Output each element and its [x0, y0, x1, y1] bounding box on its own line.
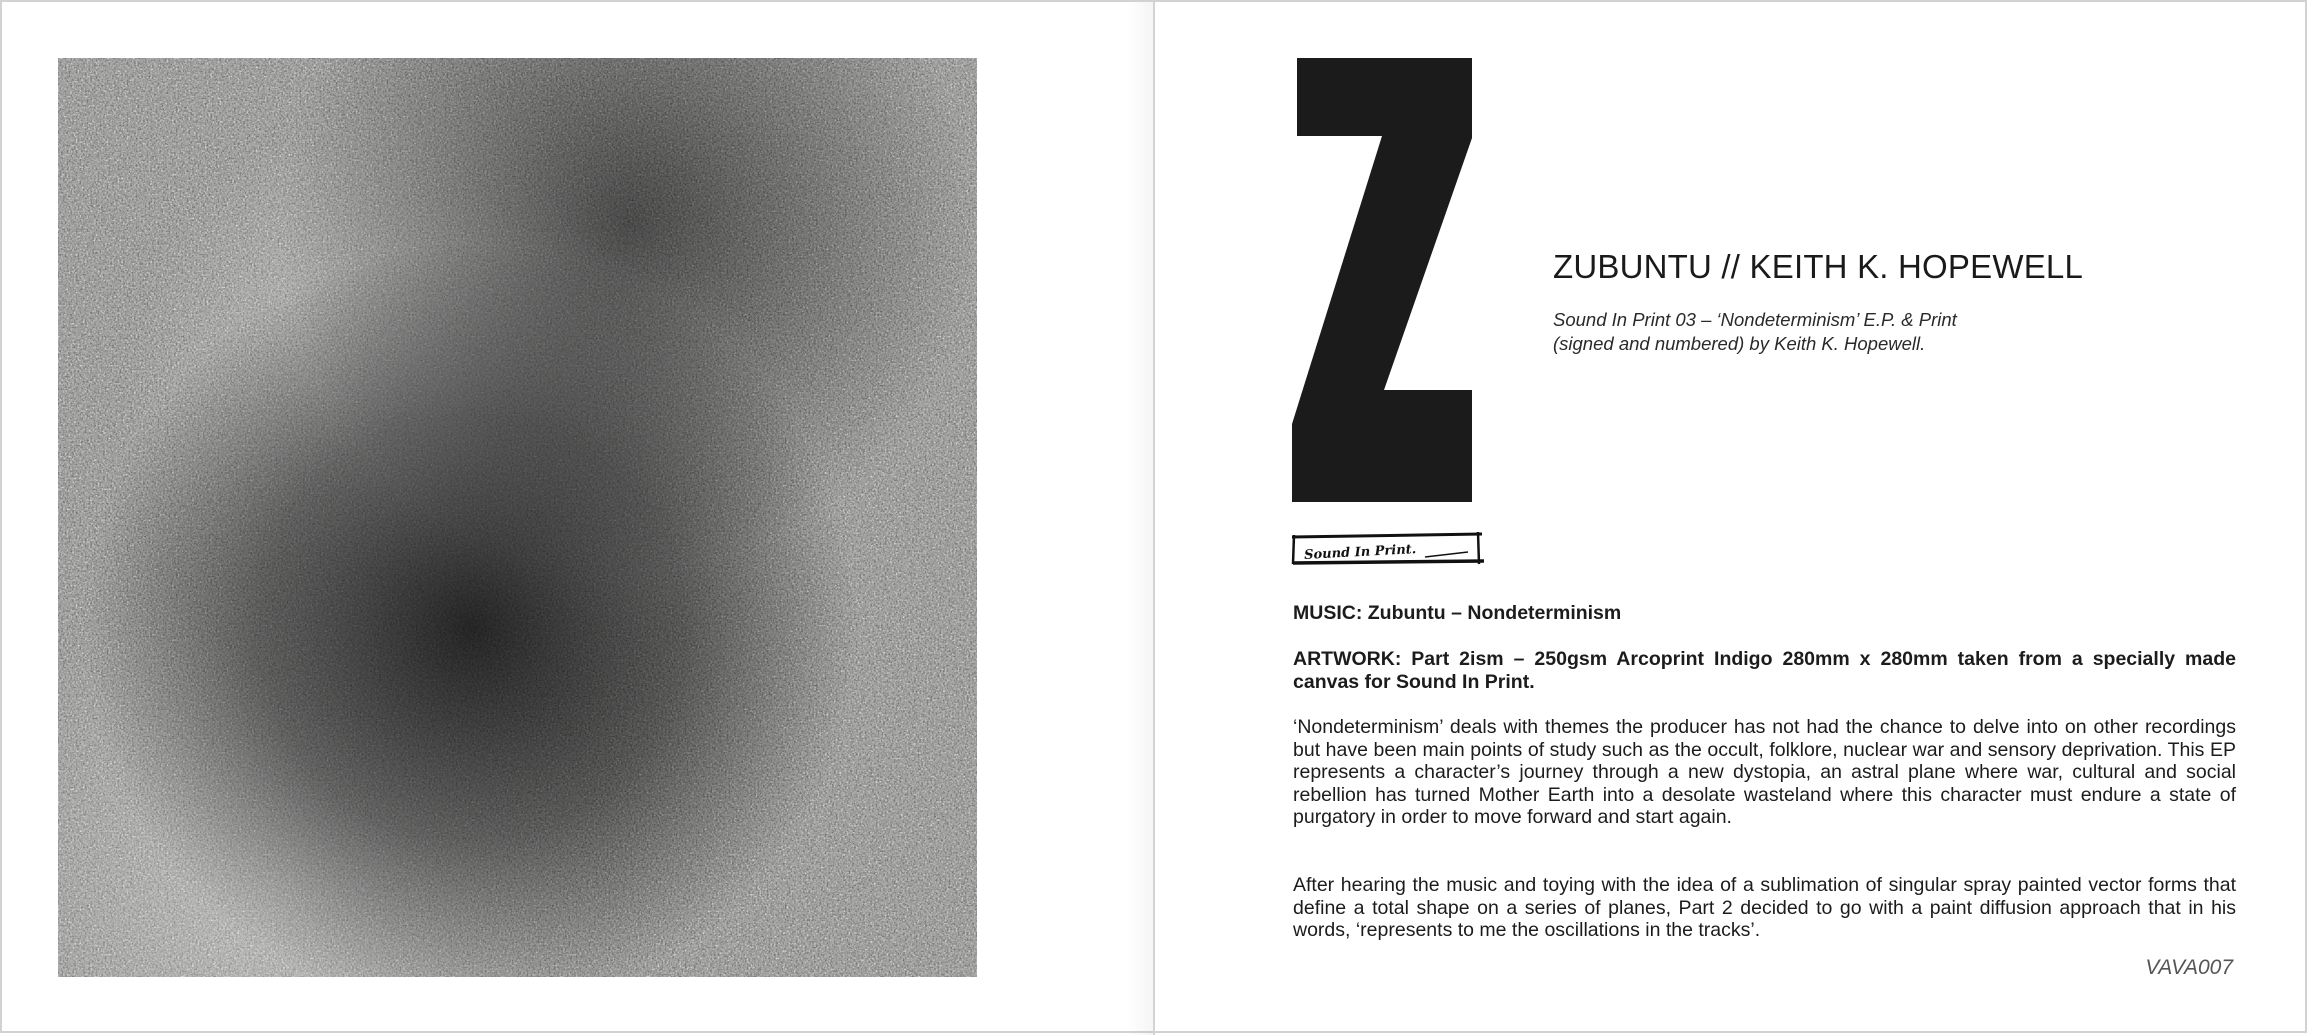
page-title: ZUBUNTU // KEITH K. HOPEWELL [1553, 248, 2084, 285]
description-paragraph-1: ‘Nondeterminism’ deals with themes the producer has not had the chance to delve into on other recordings but have been main points of study such as the occult, folklore, nuclear war and sensory deprivation. This EP represents a character’s journey through a new dystopia, an astral plane where war, cultural and social rebellion has turned Mother Earth into a desolate wasteland where this character must endure a state of purgatory in order to move forward and start again. [1293, 716, 2236, 829]
artwork-print [58, 58, 977, 977]
description-paragraph-2: After hearing the music and toying with the idea of a sublimation of singular spray painted vector forms that define a total shape on a series of planes, Part 2 decided to go with a paint diffusion approach that in his words, ‘represents to me the oscillations in the tracks’. [1293, 874, 2236, 942]
subtitle-line-1: Sound In Print 03 – ‘Nondeterminism’ E.P. & Print [1553, 309, 1957, 330]
sound-in-print-logo [1290, 530, 1484, 570]
logo-lettering: Sound In Print. [1303, 542, 1417, 563]
artwork-credit: ARTWORK: Part 2ism – 250gsm Arcoprint Indigo 280mm x 280mm taken from a specially made canvas for Sound In Print. [1293, 648, 2236, 693]
page-spine [1153, 2, 1155, 1035]
spray-paint-artwork [58, 58, 977, 977]
initial-letter-z [1292, 58, 1472, 502]
subtitle-line-2: (signed and numbered) by Keith K. Hopewell. [1553, 333, 1926, 354]
catalogue-number: VAVA007 [2145, 956, 2233, 979]
music-credit: MUSIC: Zubuntu – Nondeterminism [1293, 602, 1622, 624]
spine-shadow [1127, 2, 1153, 1035]
subtitle [1553, 308, 2113, 356]
